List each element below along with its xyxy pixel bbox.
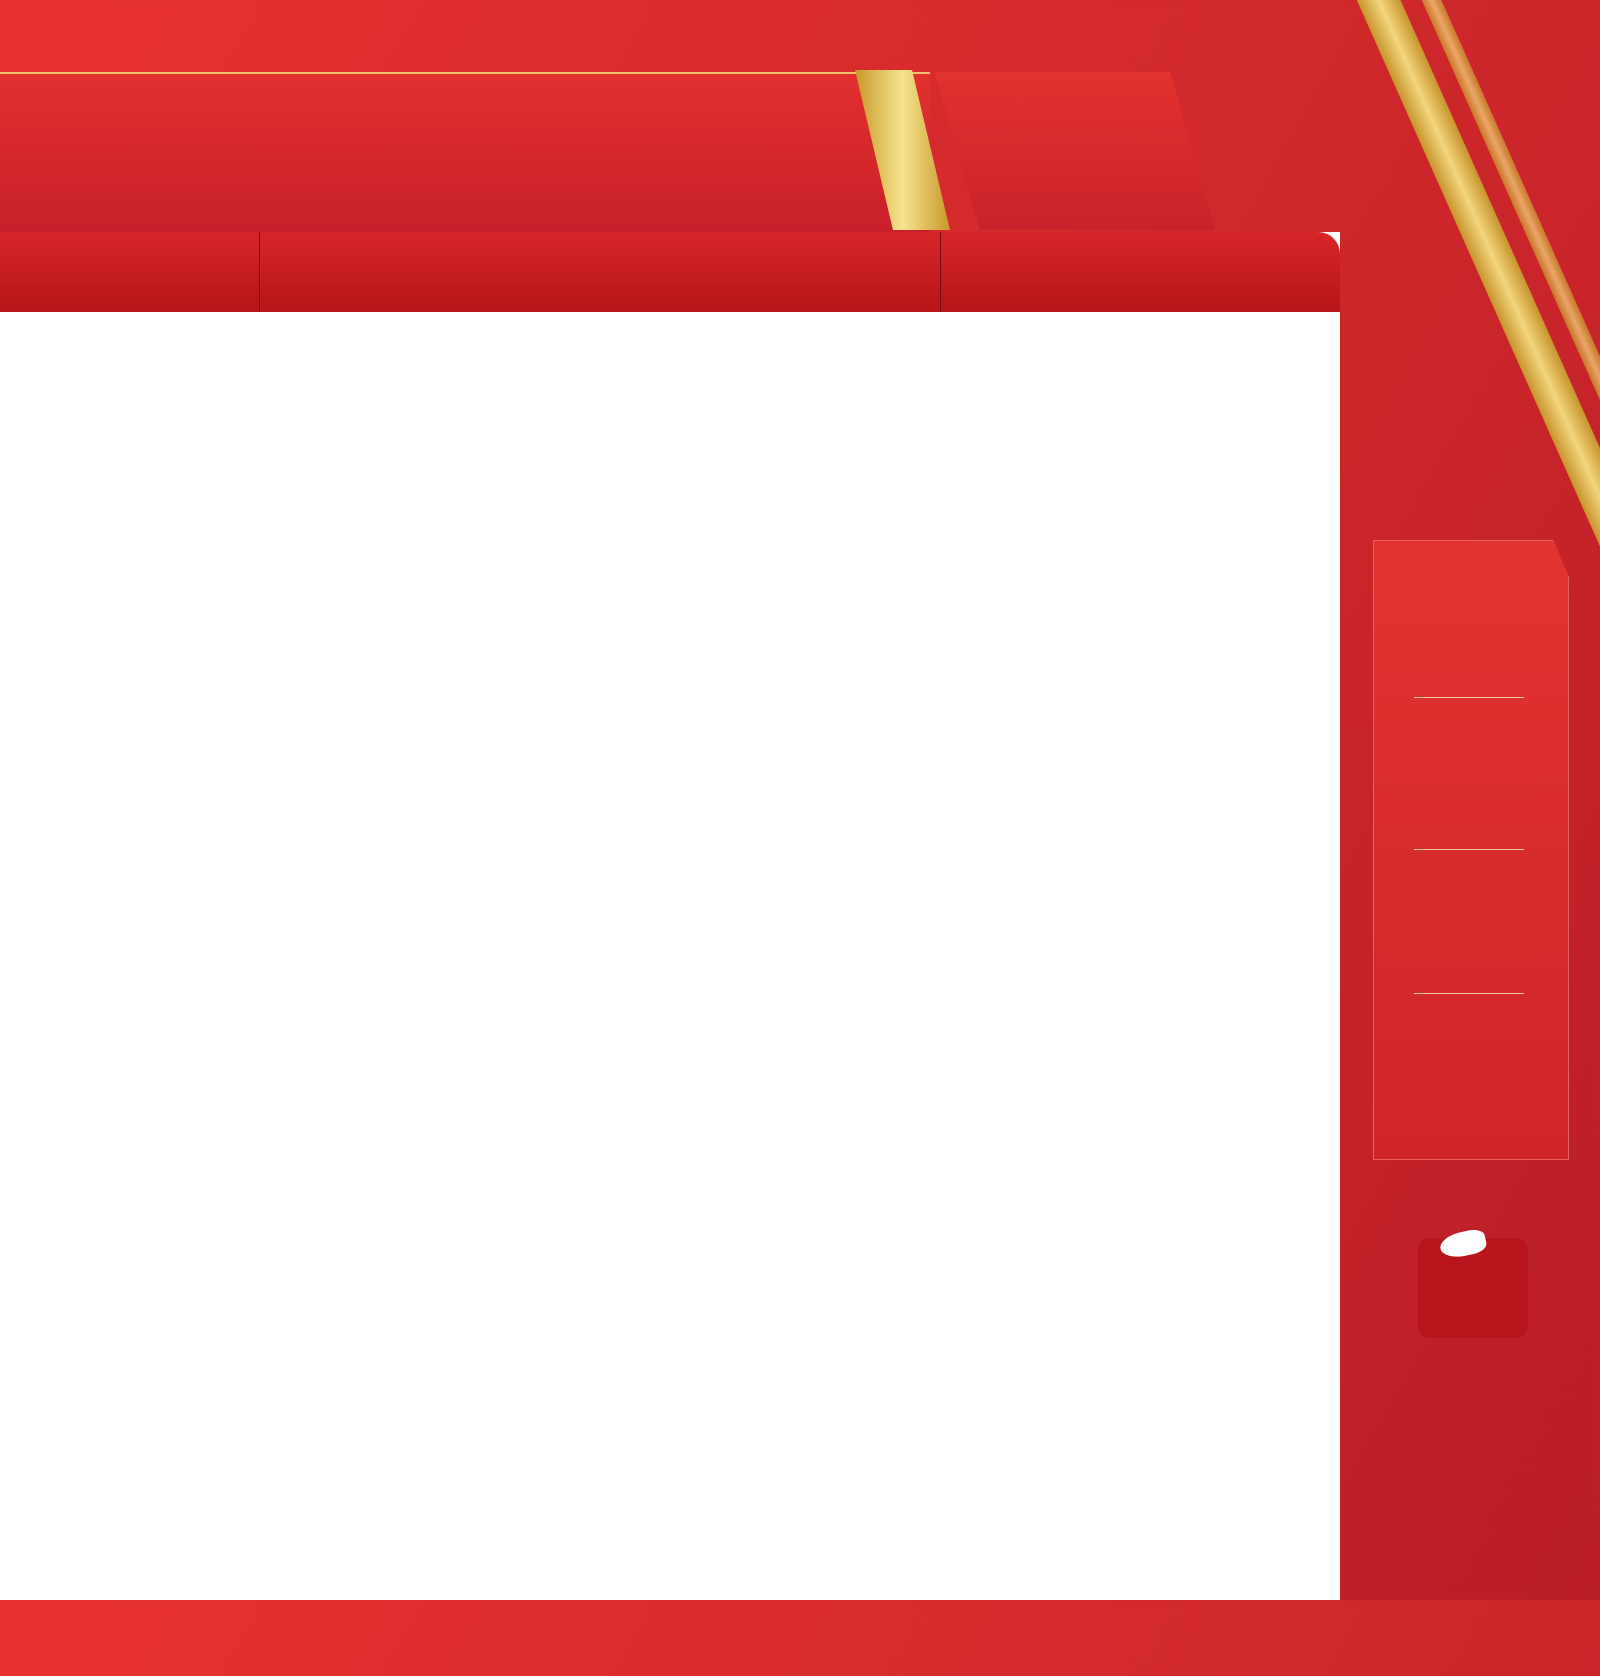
results-table bbox=[0, 232, 1340, 1600]
column-header-owner bbox=[259, 232, 941, 312]
divider bbox=[1414, 849, 1524, 850]
column-header-time bbox=[0, 232, 259, 312]
field-banner bbox=[935, 72, 1215, 230]
page-title bbox=[40, 92, 900, 155]
falcon-icon bbox=[1438, 1227, 1488, 1260]
race-info-panel bbox=[1373, 540, 1569, 1160]
title-line2 bbox=[40, 92, 900, 155]
site-logo bbox=[1418, 1238, 1528, 1338]
column-header-race bbox=[1193, 232, 1340, 312]
divider bbox=[1414, 697, 1524, 698]
divider bbox=[1414, 993, 1524, 994]
column-header-camel bbox=[940, 232, 1194, 312]
table-header bbox=[0, 232, 1340, 312]
